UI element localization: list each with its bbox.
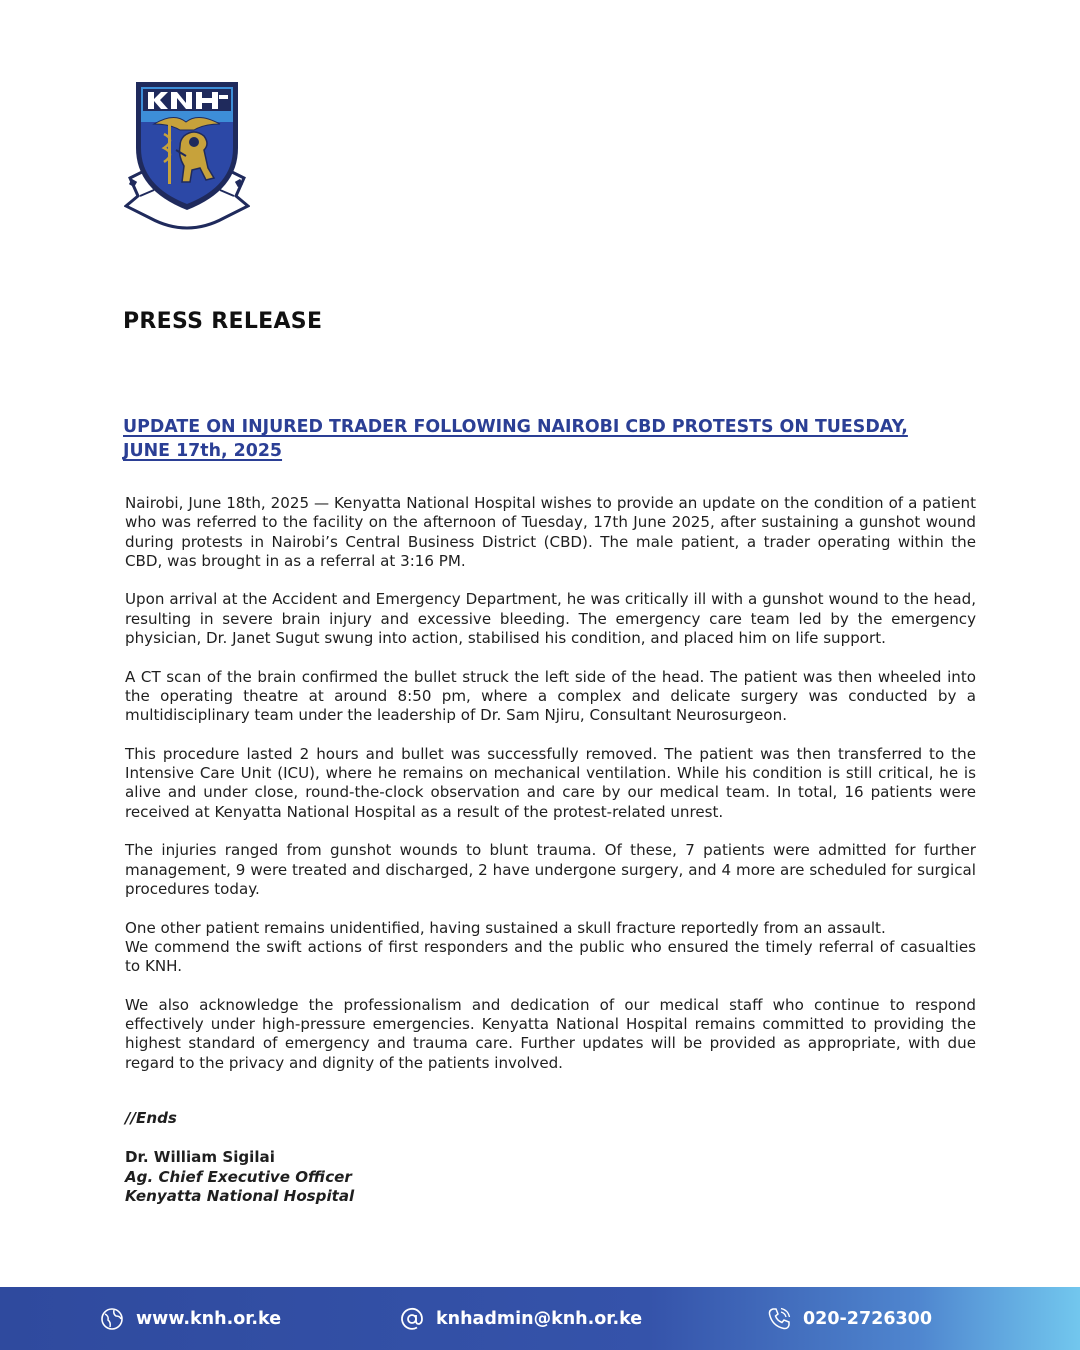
globe-icon (100, 1307, 124, 1331)
knh-logo (124, 78, 250, 230)
paragraph-2: Upon arrival at the Accident and Emergency Department, he was critically ill with a gunshot wound to the head, resulting in severe brain injury and excessive bleeding. The emergency care team led by the emergency physician, Dr. Janet Sugut swung into action, stabilised his condition, and placed him on life support. (125, 590, 976, 648)
email-link[interactable]: knhadmin@knh.or.ke (436, 1308, 643, 1329)
footer-website[interactable] (100, 1287, 281, 1350)
website-link[interactable]: www.knh.or.ke (136, 1308, 282, 1329)
signatory-organization: Kenyatta National Hospital (125, 1187, 355, 1205)
signature-block (125, 1148, 354, 1207)
headline (123, 415, 983, 463)
at-sign-icon (400, 1307, 424, 1331)
signatory-name: Dr. William Sigilai (125, 1148, 275, 1166)
page-title: PRESS RELEASE (123, 309, 323, 334)
paragraph-7: We commend the swift actions of first responders and the public who ensured the timely referral of casualties to KNH. (125, 937, 976, 976)
paragraph-6: One other patient remains unidentified, having sustained a skull fracture reportedly from an assault. (125, 918, 886, 937)
paragraph-8: We also acknowledge the professionalism and dedication of our medical staff who continue to respond effectively under high-pressure emergencies. Kenyatta National Hospital remains committed to providing the highest standard of emergency and trauma care. Further updates will be provided as appropriate, with due regard to the privacy and dignity of the patients involved. (125, 995, 976, 1072)
paragraph-4: This procedure lasted 2 hours and bullet was successfully removed. The patient was then transferred to the Intensive Care Unit (ICU), where he remains on mechanical ventilation. While his condition is still critical, he is alive and under close, round-the-clock observation and care by our medical team. In total, 16 patients were received at Kenyatta National Hospital as a result of the protest-related unrest. (125, 744, 976, 821)
phone-number[interactable]: 020-2726300 (803, 1308, 933, 1329)
headline-line-1: UPDATE ON INJURED TRADER FOLLOWING NAIROBI CBD PROTESTS ON TUESDAY, (123, 417, 908, 437)
paragraph-5: The injuries ranged from gunshot wounds to blunt trauma. Of these, 7 patients were admitted for further management, 9 were treated and discharged, 2 have undergone surgery, and 4 more are scheduled for surgical procedures today. (125, 841, 976, 898)
headline-line-2: JUNE 17th, 2025 (123, 441, 283, 461)
phone-icon (767, 1307, 791, 1331)
ends-marker: //Ends (125, 1109, 177, 1127)
paragraph-1: Nairobi, June 18th, 2025 — Kenyatta National Hospital wishes to provide an update on the condition of a patient who was referred to the facility on the afternoon of Tuesday, 17th June 2025, after sustaining a gunshot wound during protests in Nairobi’s Central Business District (CBD). The male patient, a trader operating within the CBD, was brought in as a referral at 3:16 PM. (125, 494, 976, 570)
contact-footer (0, 1287, 1080, 1350)
footer-phone[interactable] (767, 1287, 932, 1350)
signatory-role: Ag. Chief Executive Officer (125, 1167, 352, 1186)
release-body (125, 494, 976, 1092)
footer-email[interactable] (400, 1287, 642, 1350)
paragraph-3: A CT scan of the brain confirmed the bullet struck the left side of the head. The patient was then wheeled into the operating theatre at around 8:50 pm, where a complex and delicate surgery was conducted by a multidisciplinary team under the leadership of Dr. Sam Njiru, Consultant Neurosurgeon. (125, 667, 976, 725)
